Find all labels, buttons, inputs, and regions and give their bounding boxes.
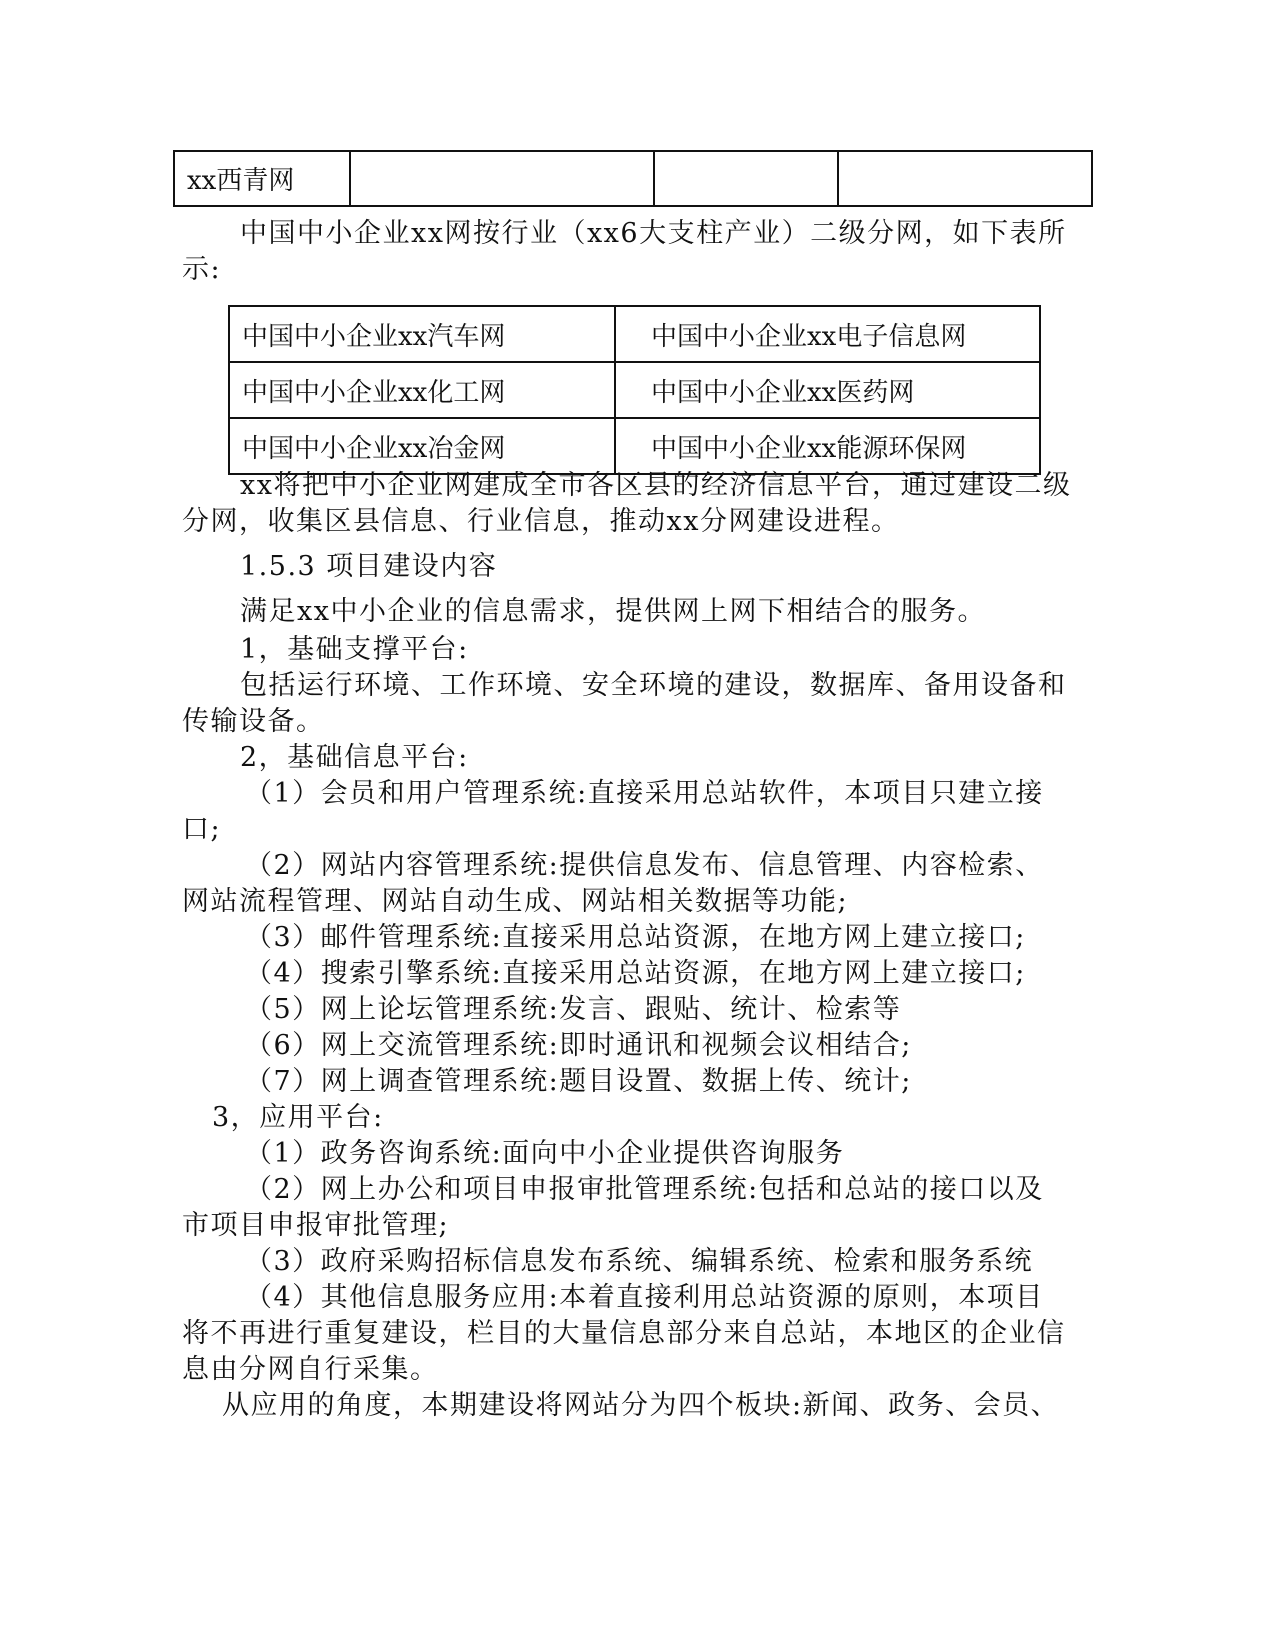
sector-table — [228, 305, 1041, 475]
paragraph-line: 从应用的角度，本期建设将网站分为四个板块:新闻、政务、会员、 — [222, 1390, 1060, 1421]
list-item: （3）邮件管理系统:直接采用总站资源，在地方网上建立接口; — [245, 922, 1026, 953]
paragraph-line: 中国中小企业xx网按行业（xx6大支柱产业）二级分网，如下表所 — [240, 218, 1067, 249]
table-row — [229, 418, 1040, 474]
list-item-continuation: 口; — [182, 814, 222, 845]
list-item: （1）会员和用户管理系统:直接采用总站软件，本项目只建立接 — [245, 778, 1044, 809]
list-item: （2）网上办公和项目申报审批管理系统:包括和总站的接口以及 — [245, 1174, 1044, 1205]
list-item: （2）网站内容管理系统:提供信息发布、信息管理、内容检索、 — [245, 850, 1044, 881]
table-cell: 中国中小企业xx医药网 — [615, 362, 1040, 418]
paragraph-line: 包括运行环境、工作环境、安全环境的建设，数据库、备用设备和 — [240, 670, 1067, 701]
list-item: （6）网上交流管理系统:即时通讯和视频会议相结合; — [245, 1030, 912, 1061]
list-item-continuation: 将不再进行重复建设，栏目的大量信息部分来自总站，本地区的企业信 — [182, 1318, 1066, 1349]
table-row — [229, 306, 1040, 362]
region-table — [173, 150, 1093, 207]
table-row — [174, 151, 1092, 206]
table-cell: 中国中小企业xx汽车网 — [229, 306, 615, 362]
table-cell — [838, 151, 1092, 206]
table-cell: 中国中小企业xx化工网 — [229, 362, 615, 418]
paragraph-line: 分网，收集区县信息、行业信息，推动xx分网建设进程。 — [182, 506, 900, 537]
list-item-continuation: 网站流程管理、网站自动生成、网站相关数据等功能; — [182, 886, 849, 917]
list-item: （5）网上论坛管理系统:发言、跟贴、统计、检索等 — [245, 994, 902, 1025]
paragraph-line: 传输设备。 — [182, 706, 325, 737]
paragraph-line: 满足xx中小企业的信息需求，提供网上网下相结合的服务。 — [240, 596, 986, 627]
list-heading: 2，基础信息平台: — [240, 742, 469, 773]
table-cell — [654, 151, 838, 206]
list-item: （3）政府采购招标信息发布系统、编辑系统、检索和服务系统 — [245, 1246, 1034, 1277]
table-cell: 中国中小企业xx冶金网 — [229, 418, 615, 474]
table-cell: 中国中小企业xx能源环保网 — [615, 418, 1040, 474]
list-item: （1）政务咨询系统:面向中小企业提供咨询服务 — [245, 1138, 845, 1169]
list-item-continuation: 市项目申报审批管理; — [182, 1210, 450, 1241]
paragraph-line: xx将把中小企业网建成全市各区县的经济信息平台，通过建设二级 — [240, 470, 1072, 501]
table-cell: 中国中小企业xx电子信息网 — [615, 306, 1040, 362]
table-row — [229, 362, 1040, 418]
list-item: （4）其他信息服务应用:本着直接利用总站资源的原则，本项目 — [245, 1282, 1044, 1313]
list-heading: 3，应用平台: — [212, 1102, 384, 1133]
paragraph-line: 示: — [182, 254, 222, 285]
list-item: （7）网上调查管理系统:题目设置、数据上传、统计; — [245, 1066, 912, 1097]
section-heading: 1.5.3 项目建设内容 — [240, 551, 498, 582]
list-item-continuation: 息由分网自行采集。 — [182, 1354, 439, 1385]
list-item: （4）搜索引擎系统:直接采用总站资源，在地方网上建立接口; — [245, 958, 1026, 989]
list-heading: 1，基础支撑平台: — [240, 634, 469, 665]
table-cell: xx西青网 — [174, 151, 350, 206]
table-cell — [350, 151, 654, 206]
